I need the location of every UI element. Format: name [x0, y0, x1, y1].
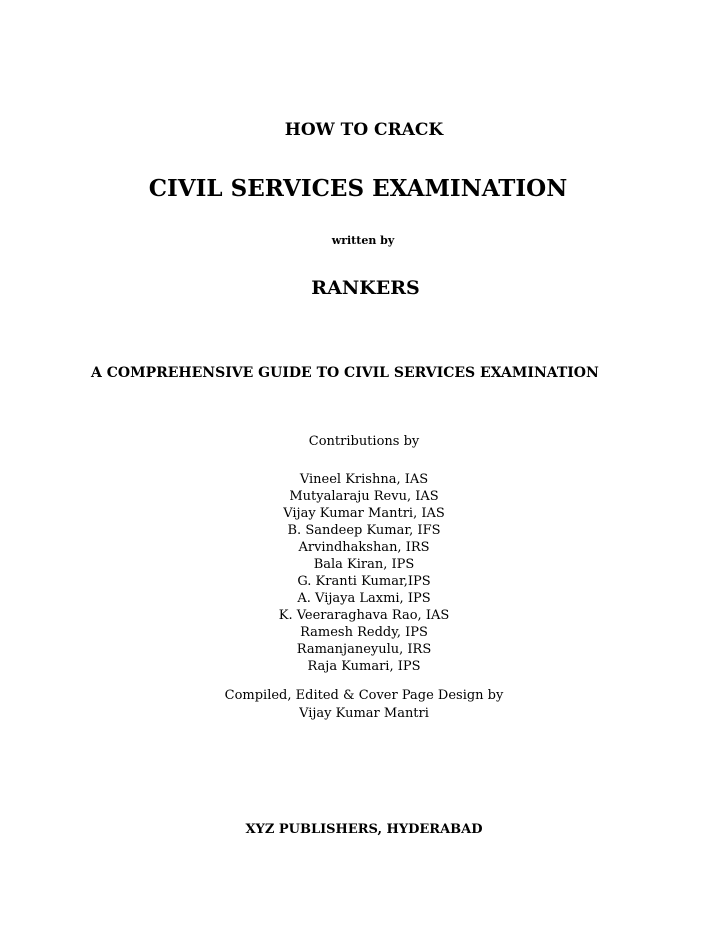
subtitle: A COMPREHENSIVE GUIDE TO CIVIL SERVICES EXAMINATION [91, 365, 599, 381]
publisher-line: XYZ PUBLISHERS, HYDERABAD [245, 822, 483, 837]
contributor-list [0, 471, 728, 675]
contributor-item: B. Sandeep Kumar, IFS [287, 523, 441, 538]
written-by-label: written by [331, 234, 395, 247]
contributor-item: Raja Kumari, IPS [307, 659, 421, 674]
contributions-label: Contributions by [308, 434, 420, 449]
contributor-item: Vineel Krishna, IAS [299, 472, 429, 487]
compiled-by-label: Compiled, Edited & Cover Page Design by [224, 688, 504, 703]
compiler-name: Vijay Kumar Mantri [299, 706, 429, 721]
contributor-item: K. Veeraraghava Rao, IAS [278, 608, 450, 623]
contributor-item: G. Kranti Kumar,IPS [297, 574, 431, 589]
contributor-item: Mutyalaraju Revu, IAS [289, 489, 439, 504]
contributor-item: Arvindhakshan, IRS [298, 540, 430, 555]
contributor-item: Ramesh Reddy, IPS [300, 625, 428, 640]
author-group: RANKERS [311, 277, 420, 299]
contributor-item: Vijay Kumar Mantri, IAS [283, 506, 445, 521]
page-title: CIVIL SERVICES EXAMINATION [148, 175, 568, 202]
contributor-item: Ramanjaneyulu, IRS [296, 642, 432, 657]
contributor-item: A. Vijaya Laxmi, IPS [297, 591, 431, 606]
heading-small: HOW TO CRACK [284, 120, 444, 140]
contributor-item: Bala Kiran, IPS [313, 557, 415, 572]
